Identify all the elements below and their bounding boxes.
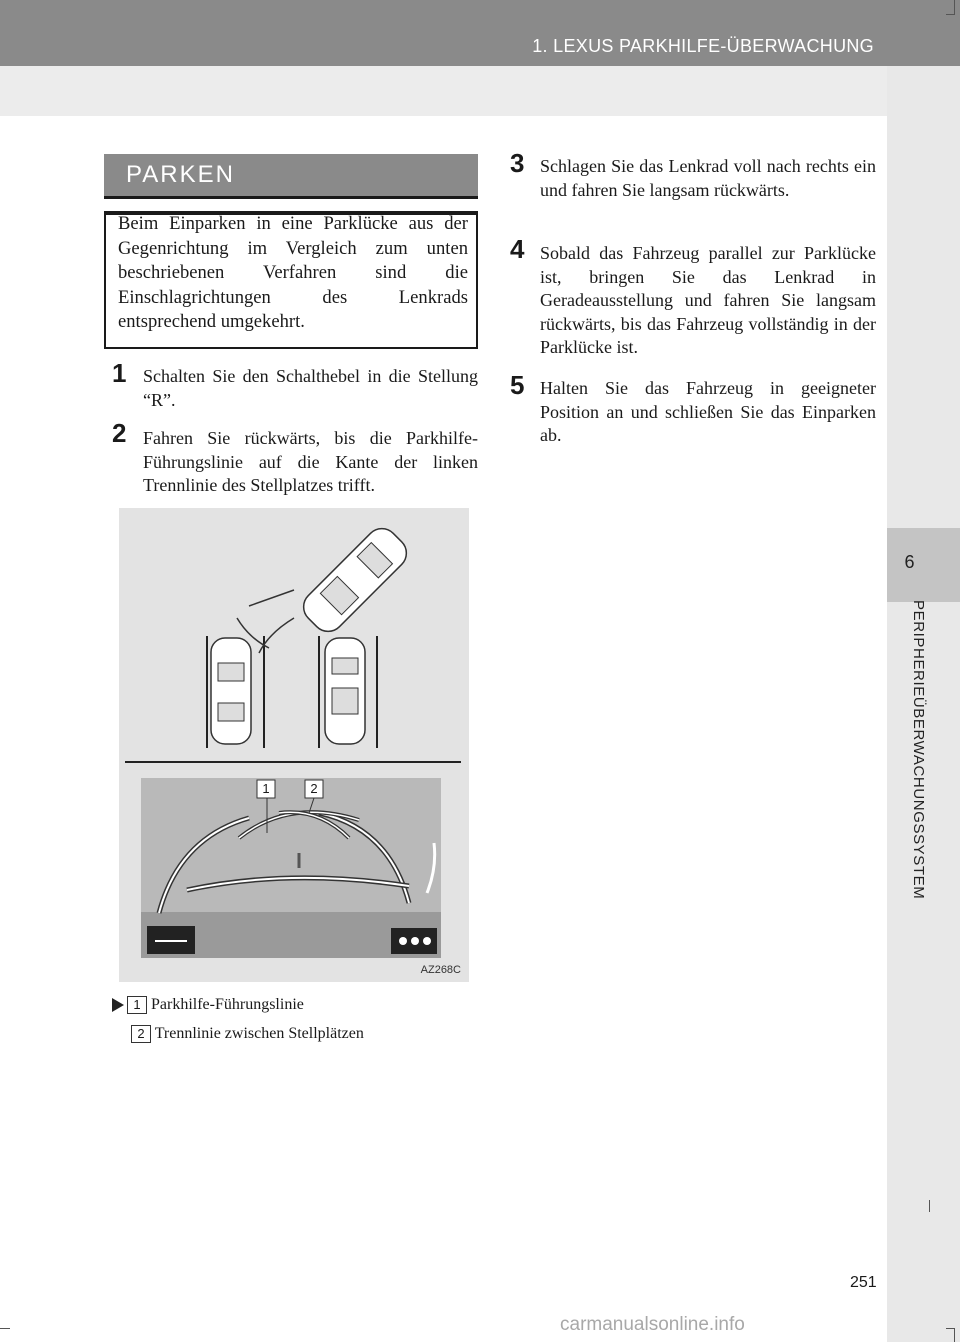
crop-mark — [929, 1200, 930, 1212]
legend-2-number: 2 — [131, 1025, 151, 1043]
crop-mark — [954, 0, 955, 14]
header-band — [0, 66, 960, 116]
legend-2-text: Trennlinie zwischen Stellplätzen — [154, 1025, 364, 1042]
watermark: carmanualsonline.info — [560, 1314, 745, 1335]
reversing-car — [297, 522, 413, 638]
side-tab-label: PERIPHERIEÜBERWACHUNGSSYSTEM — [910, 600, 927, 900]
pointer-arrow-icon — [112, 998, 124, 1012]
legend-1-text: Parkhilfe-Führungslinie — [151, 996, 304, 1013]
legend-item-1 — [112, 996, 304, 1014]
page-number: 251 — [850, 1274, 877, 1291]
legend-item-2 — [131, 1025, 364, 1043]
legend-1-number: 1 — [127, 996, 147, 1014]
chapter-title: 1. LEXUS PARKHILFE-ÜBERWACHUNG — [532, 36, 874, 56]
callout-2-label: 2 — [310, 781, 318, 796]
section-header — [104, 154, 478, 199]
step-4-number: 4 — [510, 234, 525, 264]
step-3-number: 3 — [510, 148, 525, 178]
parking-illustration — [119, 508, 469, 982]
parked-car-left — [211, 638, 251, 744]
parking-diagram — [119, 508, 469, 982]
crop-mark — [946, 1328, 955, 1329]
step-1-text: Schalten Sie den Schalthebel in die Stellung “R”. — [143, 366, 478, 410]
step-1-number: 1 — [112, 358, 127, 388]
figure-code: AZ268C — [420, 964, 461, 976]
section-title: PARKEN — [126, 161, 235, 188]
note-text: Beim Einparken in eine Parklücke aus der Gegenrichtung im Vergleich zum unten beschriebenen Verfahren sind die Einschlagrichtungen des Lenkrads entsprechend umgekehrt. — [118, 213, 468, 332]
step-2-text: Fahren Sie rückwärts, bis die Parkhilfe-Führungslinie auf die Kante der linken Trennlinie des Stellplatzes trifft. — [143, 428, 478, 495]
crop-mark — [946, 14, 955, 15]
crop-mark — [954, 1328, 955, 1342]
step-4-text: Sobald das Fahrzeug parallel zur Parklücke ist, bringen Sie das Lenkrad in Geradeausstellung und fahren Sie langsam rückwärts, bis das Fahrzeug vollständig in der Parklücke ist. — [540, 243, 876, 357]
side-tab-number: 6 — [904, 552, 915, 572]
step-3-text: Schlagen Sie das Lenkrad voll nach rechts ein und fahren Sie langsam rückwärts. — [540, 156, 876, 200]
step-2-number: 2 — [112, 418, 127, 448]
note-box — [104, 213, 478, 349]
step-5-number: 5 — [510, 370, 525, 400]
crop-mark — [0, 1328, 10, 1329]
step-5-text: Halten Sie das Fahrzeug in geeigneter Position an und schließen Sie das Einparken ab. — [540, 378, 876, 445]
callout-1-label: 1 — [262, 781, 270, 796]
